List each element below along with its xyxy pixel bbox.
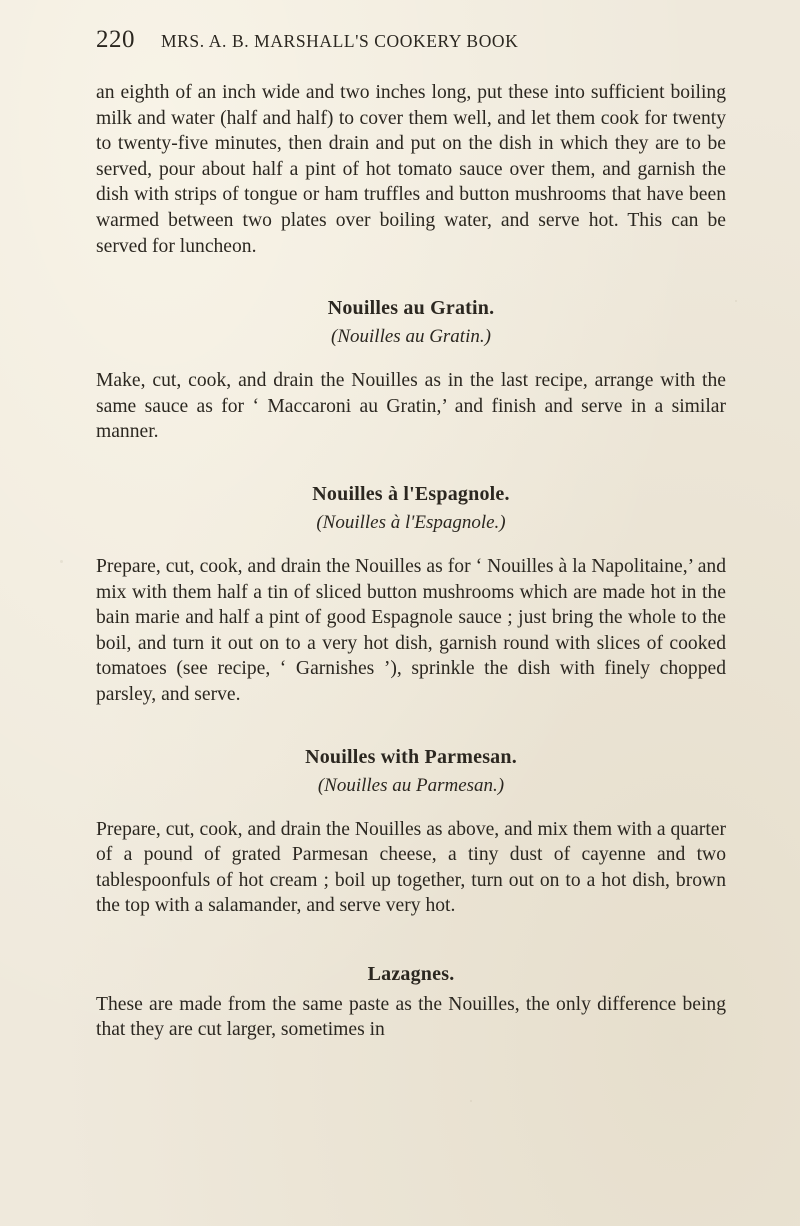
recipe-title: Nouilles au Gratin. <box>327 297 495 320</box>
recipe-subtitle: (Nouilles au Gratin.) <box>331 326 491 348</box>
recipe-body: Prepare, cut, cook, and drain the Nouilles as above, and mix them with a quarter of a pound of grated Parmesan cheese, a tiny dust of cayenne and two tablespoonfuls of hot cream ; boil up together, turn out on to a hot dish, brown the top with a salamander, and serve very hot. <box>96 818 726 917</box>
recipe-title: Nouilles with Parmesan. <box>305 745 517 768</box>
paper-speck <box>735 300 737 302</box>
recipe-body: Prepare, cut, cook, and drain the Nouilles as for ‘ Nouilles à la Napolitaine,’ and mix with them half a tin of sliced button mushrooms which are made hot in the bain marie and half a pint of good Espagnole sauce ; just bring the whole to the boil, and turn it out on to a very hot dish, garnish round with slices of cooked tomatoes (see recipe, ‘ Garnishes ’), sprinkle the dish with finely chopped parsley, and serve. <box>96 555 726 705</box>
recipe-section-gratin <box>96 297 726 445</box>
running-title: MRS. A. B. MARSHALL'S COOKERY BOOK <box>161 31 519 51</box>
page-number: 220 <box>96 26 135 53</box>
recipe-subtitle: (Nouilles au Parmesan.) <box>317 774 505 796</box>
recipe-section-parmesan <box>96 746 726 919</box>
paper-speck <box>60 560 63 563</box>
running-head <box>96 26 726 54</box>
recipe-section-lazagnes <box>96 963 726 1043</box>
recipe-title: Lazagnes. <box>367 962 455 985</box>
intro-paragraph: an eighth of an inch wide and two inches long, put these into sufficient boiling milk and water (half and half) to cover them well, and let them cook for twenty to twenty-five minutes, then drain and put on the dish in which they are to be served, pour about half a pint of hot tomato sauce over them, and garnish the dish with strips of tongue or ham truffles and button mushrooms that have been warmed between two plates over boiling water, and serve hot. This can be served for luncheon. <box>96 82 726 257</box>
paper-speck <box>470 1100 472 1102</box>
recipe-subtitle: (Nouilles à l'Espagnole.) <box>316 511 506 533</box>
recipe-title: Nouilles à l'Espagnole. <box>312 482 510 505</box>
recipe-section-espagnole <box>96 483 726 708</box>
recipe-body: These are made from the same paste as the Nouilles, the only difference being that they are cut larger, sometimes in <box>96 993 726 1041</box>
recipe-body: Make, cut, cook, and drain the Nouilles as in the last recipe, arrange with the same sauce as for ‘ Maccaroni au Gratin,’ and finish and serve in a similar manner. <box>96 370 726 443</box>
